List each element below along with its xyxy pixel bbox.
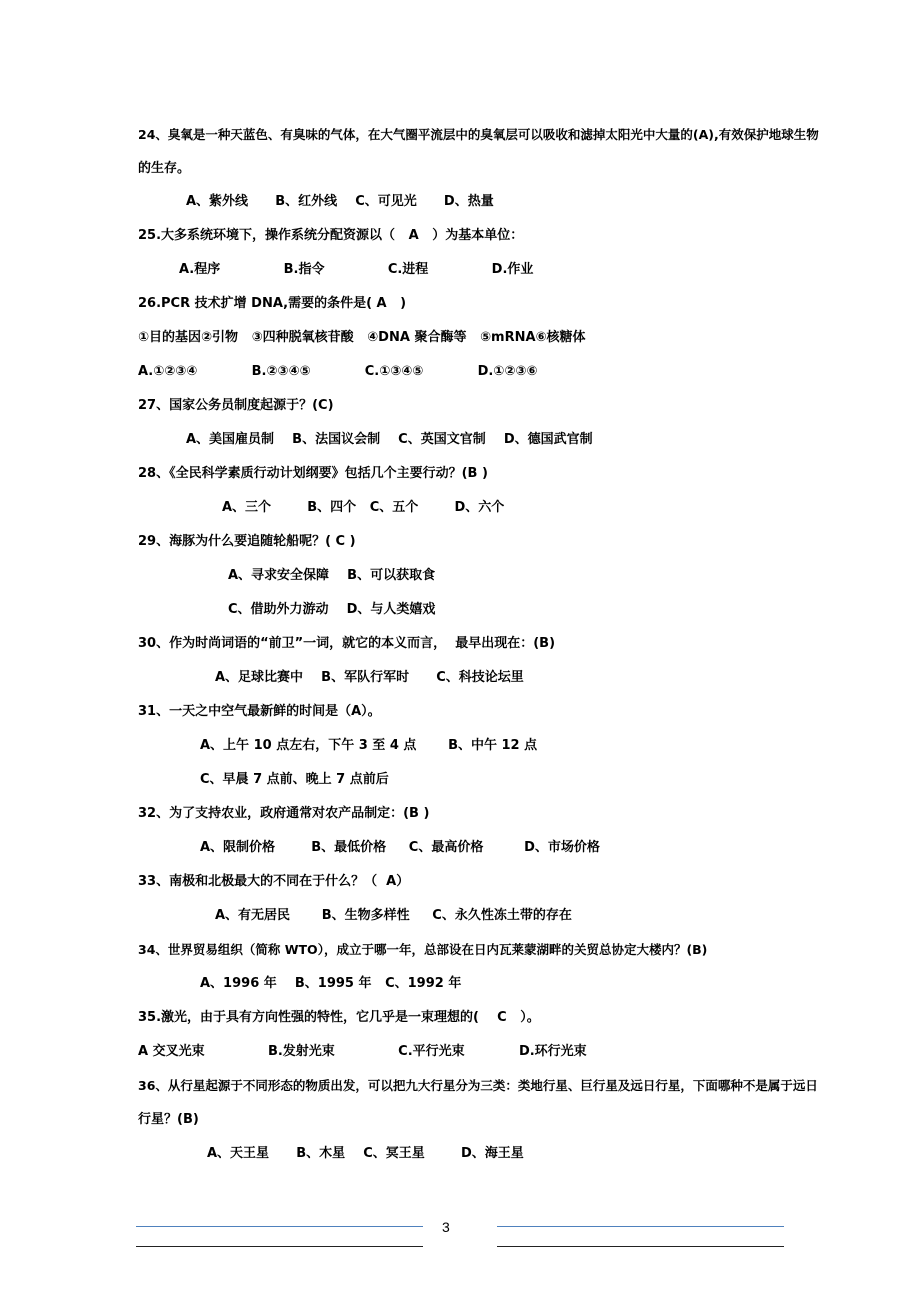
- question-30-text: 30、作为时尚词语的“前卫”一词，就它的本义而言， 最早出现在：(B): [138, 636, 556, 651]
- question-28-options: A、三个 B、四个 C、五个 D、六个: [222, 500, 505, 515]
- question-32-text: 32、为了支持农业，政府通常对农产品制定：(B ): [138, 806, 430, 821]
- page-number: 3: [442, 1219, 450, 1235]
- question-29-text: 29、海豚为什么要追随轮船呢？( C ): [138, 534, 356, 549]
- question-31-text: 31、一天之中空气最新鲜的时间是（A）。: [138, 704, 381, 719]
- footer-rule-right-bottom: [497, 1246, 784, 1247]
- question-33-text: 33、南极和北极最大的不同在于什么？（ A）: [138, 874, 410, 889]
- question-26-text: 26.PCR 技术扩增 DNA,需要的条件是( A ): [138, 296, 407, 311]
- question-29-options-cd: C、借助外力游动 D、与人类嬉戏: [228, 602, 436, 617]
- question-32-options: A、限制价格 B、最低价格 C、最高价格 D、市场价格: [200, 840, 600, 855]
- footer-rule-right-top: [497, 1226, 784, 1227]
- footer-rule-left-bottom: [136, 1246, 423, 1247]
- question-36-text: 36、从行星起源于不同形态的物质出发，可以把九大行星分为三类：类地行星、巨行星及远日行星，下面哪种不是属于远日: [138, 1078, 818, 1093]
- question-26-conditions: ①目的基因②引物 ③四种脱氧核苷酸 ④DNA 聚合酶等 ⑤mRNA⑥核糖体: [138, 330, 586, 345]
- question-34-text: 34、世界贸易组织（简称 WTO），成立于哪一年，总部设在日内瓦莱蒙湖畔的关贸总协定大楼内？(B): [138, 942, 708, 957]
- question-29-options-ab: A、寻求安全保障 B、可以获取食: [228, 568, 436, 583]
- question-27-text: 27、国家公务员制度起源于？(C): [138, 398, 334, 413]
- question-28-text: 28、《全民科学素质行动计划纲要》包括几个主要行动？(B ): [138, 466, 488, 481]
- question-31-options-ab: A、上午 10 点左右，下午 3 至 4 点 B、中午 12 点: [200, 738, 538, 753]
- question-34-options: A、1996 年 B、1995 年 C、1992 年: [200, 976, 462, 991]
- question-25-options: A.程序 B.指令 C.进程 D.作业: [179, 262, 534, 277]
- question-36-options: A、天王星 B、木星 C、冥王星 D、海王星: [207, 1146, 524, 1161]
- question-35-options: A 交叉光束 B.发射光束 C.平行光束 D.环行光束: [138, 1044, 587, 1059]
- question-26-options: A.①②③④ B.②③④⑤ C.①③④⑤ D.①②③⑥: [138, 364, 538, 379]
- question-27-options: A、美国雇员制 B、法国议会制 C、英国文官制 D、德国武官制: [186, 432, 593, 447]
- footer-rule-left-top: [136, 1226, 423, 1227]
- question-25-text: 25.大多系统环境下，操作系统分配资源以（ A ）为基本单位：: [138, 228, 524, 243]
- question-36-text-cont: 行星？(B): [138, 1112, 199, 1127]
- question-24-options: A、紫外线 B、红外线 C、可见光 D、热量: [186, 194, 494, 209]
- question-24-text-cont: 的生存。: [138, 161, 191, 176]
- question-31-options-c: C、早晨 7 点前、晚上 7 点前后: [200, 772, 389, 787]
- question-35-text: 35.激光，由于具有方向性强的特性，它几乎是一束理想的( C ）。: [138, 1010, 540, 1025]
- question-33-options: A、有无居民 B、生物多样性 C、永久性冻土带的存在: [215, 908, 572, 923]
- question-24-text: 24、臭氧是一种天蓝色、有臭味的气体，在大气圈平流层中的臭氧层可以吸收和滤掉太阳光中大量的(A),有效保护地球生物: [138, 127, 819, 142]
- question-30-options: A、足球比赛中 B、军队行军时 C、科技论坛里: [215, 670, 524, 685]
